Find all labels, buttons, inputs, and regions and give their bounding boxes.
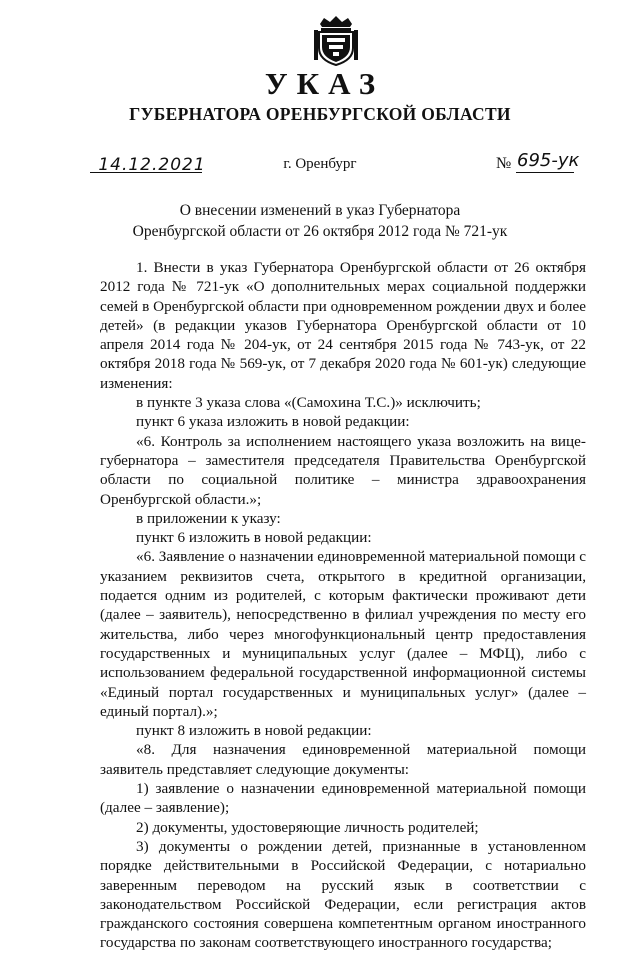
body-paragraph: 3) документы о рождении детей, признанные в установленном порядке действительными в Российской Федерации, с нотариально заверенным переводом на русский язык в соответствии с законодательством Российской Федерации, если регистрация актов гражданского состояния совершена компетентным органом иностранного государства по законам соответствующего иностранного государства; [100, 837, 586, 952]
body-paragraph: пункт 8 изложить в новой редакции: [136, 722, 372, 740]
document-heading [0, 200, 640, 242]
body-paragraph: пункт 6 указа изложить в новой редакции: [136, 413, 410, 431]
oblast-coat-of-arms-icon [314, 14, 358, 66]
document-city: г. Оренбург [283, 156, 357, 172]
body-paragraph: «6. Контроль за исполнением настоящего указа возложить на вице-губернатора – заместителя председателя Правительства Оренбургской области по социальной политике – министра здравоохранения Оренбургской области.»; [100, 432, 586, 508]
body-paragraph: 2) документы, удостоверяющие личность родителей; [136, 818, 479, 836]
document-title: УКАЗ [264, 66, 385, 101]
number-sign: № [496, 155, 512, 172]
document-number: 695-ук [517, 150, 580, 171]
document-body [100, 258, 586, 953]
body-paragraph: 1. Внести в указ Губернатора Оренбургской области от 26 октября 2012 года № 721-ук «О дополнительных мерах социальной поддержки семей в Оренбургской области при одновременном рождении двух и более детей» (в редакции указов Губернатора Оренбургской области от 10 апреля 2014 года № 204-ук, от 24 сентября 2015 года № 743-ук, от 22 октября 2018 года № 569-ук, от 7 декабря 2020 года № 601-ук) следующие изменения: [100, 259, 586, 392]
body-paragraph: «8. Для назначения единовременной материальной помощи заявитель представляет следующие документы: [100, 741, 586, 778]
body-paragraph: в пункте 3 указа слова «(Самохина Т.С.)» исключить; [136, 394, 481, 412]
body-paragraph: пункт 6 изложить в новой редакции: [136, 529, 372, 547]
body-paragraph: в приложении к указу: [136, 509, 281, 527]
document-date: 14.12.2021 [98, 155, 206, 175]
body-paragraph: «6. Заявление о назначении единовременной материальной помощи с указанием реквизитов счета, открытого в кредитной организации, подается одним из родителей, с которым фактически проживают дети (далее – заявитель), непосредственно в филиал учреждения по месту его жительства, либо через многофункциональный центр предоставления государственных и муниципальных услуг (далее – МФЦ), либо с использованием федеральной государственной информационной системы «Единый портал государственных и муниципальных услуг» (далее – единый портал).»; [100, 548, 587, 720]
heading-line-1: О внесении изменений в указ Губернатора [179, 202, 461, 219]
heading-line-2: Оренбургской области от 26 октября 2012 года № 721-ук [132, 223, 508, 240]
body-paragraph: 1) заявление о назначении единовременной материальной помощи (далее – заявление); [100, 780, 586, 817]
number-underline [516, 172, 574, 173]
document-subtitle: ГУБЕРНАТОРА ОРЕНБУРГСКОЙ ОБЛАСТИ [129, 104, 511, 124]
